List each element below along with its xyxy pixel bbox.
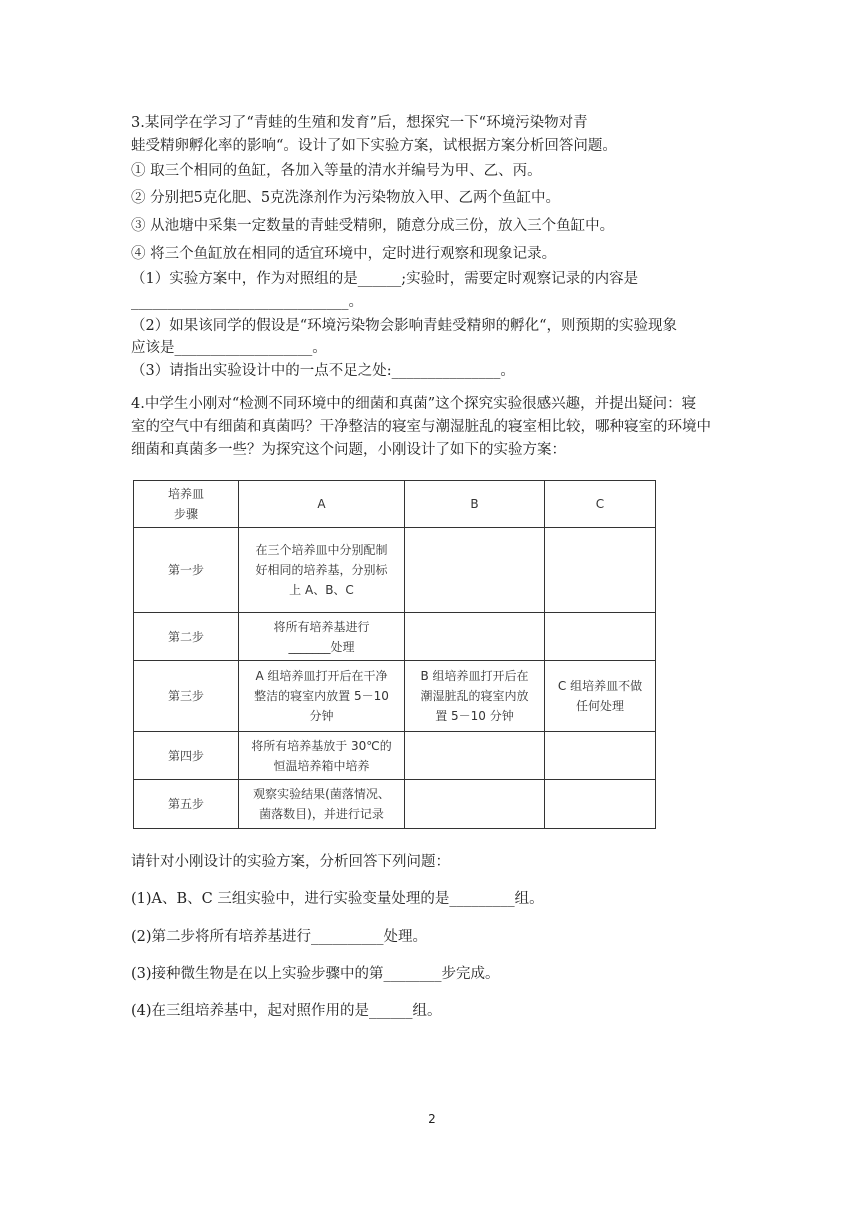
q3-step: ③ 从池塘中采集一定数量的青蛙受精卵，随意分成三份，放入三个鱼缸中。 [131,218,615,234]
q3-subquestion: （3）请指出实验设计中的一点不足之处:_______________。 [131,363,515,379]
table-step-cell: 第三步 [134,661,239,732]
table-cell [545,528,656,613]
experiment-table [133,480,656,829]
table-cell: 将所有培养基进行 _______处理 [239,613,405,661]
table-header-a: A [239,481,405,528]
q4-prompt: 请针对小刚设计的实验方案，分析回答下列问题： [131,854,450,870]
q4-intro-line: 4.中学生小刚对“检测不同环境中的细菌和真菌”这个探究实验很感兴趣，并提出疑问：寝 [131,396,697,412]
table-header-c: C [545,481,656,528]
table-row [134,613,656,661]
table-cell: B 组培养皿打开后在 潮湿脏乱的寝室内放 置 5－10 分钟 [405,661,545,732]
q3-step: ① 取三个相同的鱼缸，各加入等量的清水并编号为甲、乙、丙。 [131,163,542,179]
q3-line: 3.某同学在学习了“青蛙的生殖和发育”后，想探究一下“环境污染物对青 [131,115,588,131]
q3-step: ④ 将三个鱼缸放在相同的适宜环境中，定时进行观察和现象记录。 [131,246,557,262]
table-cell [405,780,545,829]
q3-line: 蛙受精卵孵化率的影响“。设计了如下实验方案，试根据方案分析回答问题。 [131,138,617,154]
q3-step: ② 分别把5克化肥、5克洗涤剂作为污染物放入甲、乙两个鱼缸中。 [131,190,561,206]
q3-answer-blank: ______________________________。 [131,294,363,310]
table-cell: C 组培养皿不做 任何处理 [545,661,656,732]
q3-subquestion: （2）如果该同学的假设是“环境污染物会影响青蛙受精卵的孵化“，则预期的实验现象 [131,318,678,334]
table-step-cell: 第五步 [134,780,239,829]
table-header-b: B [405,481,545,528]
table-cell [545,613,656,661]
table-cell [405,732,545,780]
q4-subquestion: (3)接种微生物是在以上实验步骤中的第________步完成。 [131,966,500,982]
table-step-cell: 第二步 [134,613,239,661]
table-cell [405,613,545,661]
table-cell: 将所有培养基放于 30℃的 恒温培养箱中培养 [239,732,405,780]
table-cell [545,732,656,780]
q4-subquestion: (2)第二步将所有培养基进行__________处理。 [131,929,428,945]
table-step-cell: 第四步 [134,732,239,780]
table-cell: 观察实验结果(菌落情况、 菌落数目)，并进行记录 [239,780,405,829]
q4-intro-line: 室的空气中有细菌和真菌吗？干净整洁的寝室与潮湿脏乱的寝室相比较，哪种寝室的环境中 [131,419,711,435]
q3-subquestion: 应该是___________________。 [131,340,327,356]
q4-intro-line: 细菌和真菌多一些？为探究这个问题，小刚设计了如下的实验方案： [131,442,566,458]
q3-subquestion: （1）实验方案中，作为对照组的是______;实验时，需要定时观察记录的内容是 [131,271,639,287]
table-row [134,780,656,829]
table-header-row [134,481,656,528]
q4-subquestion: (4)在三组培养基中，起对照作用的是______组。 [131,1003,442,1019]
table-cell: 在三个培养皿中分别配制 好相同的培养基，分别标 上 A、B、C [239,528,405,613]
table-cell [545,780,656,829]
table-row [134,528,656,613]
table-cell: A 组培养皿打开后在干净 整洁的寝室内放置 5－10 分钟 [239,661,405,732]
table-step-cell: 第一步 [134,528,239,613]
table-cell [405,528,545,613]
table-row [134,661,656,732]
table-row [134,732,656,780]
q4-subquestion: (1)A、B、C 三组实验中，进行实验变量处理的是_________组。 [131,891,544,907]
page-number: 2 [428,1112,436,1126]
table-corner-cell: 培养皿 步骤 [134,481,239,528]
